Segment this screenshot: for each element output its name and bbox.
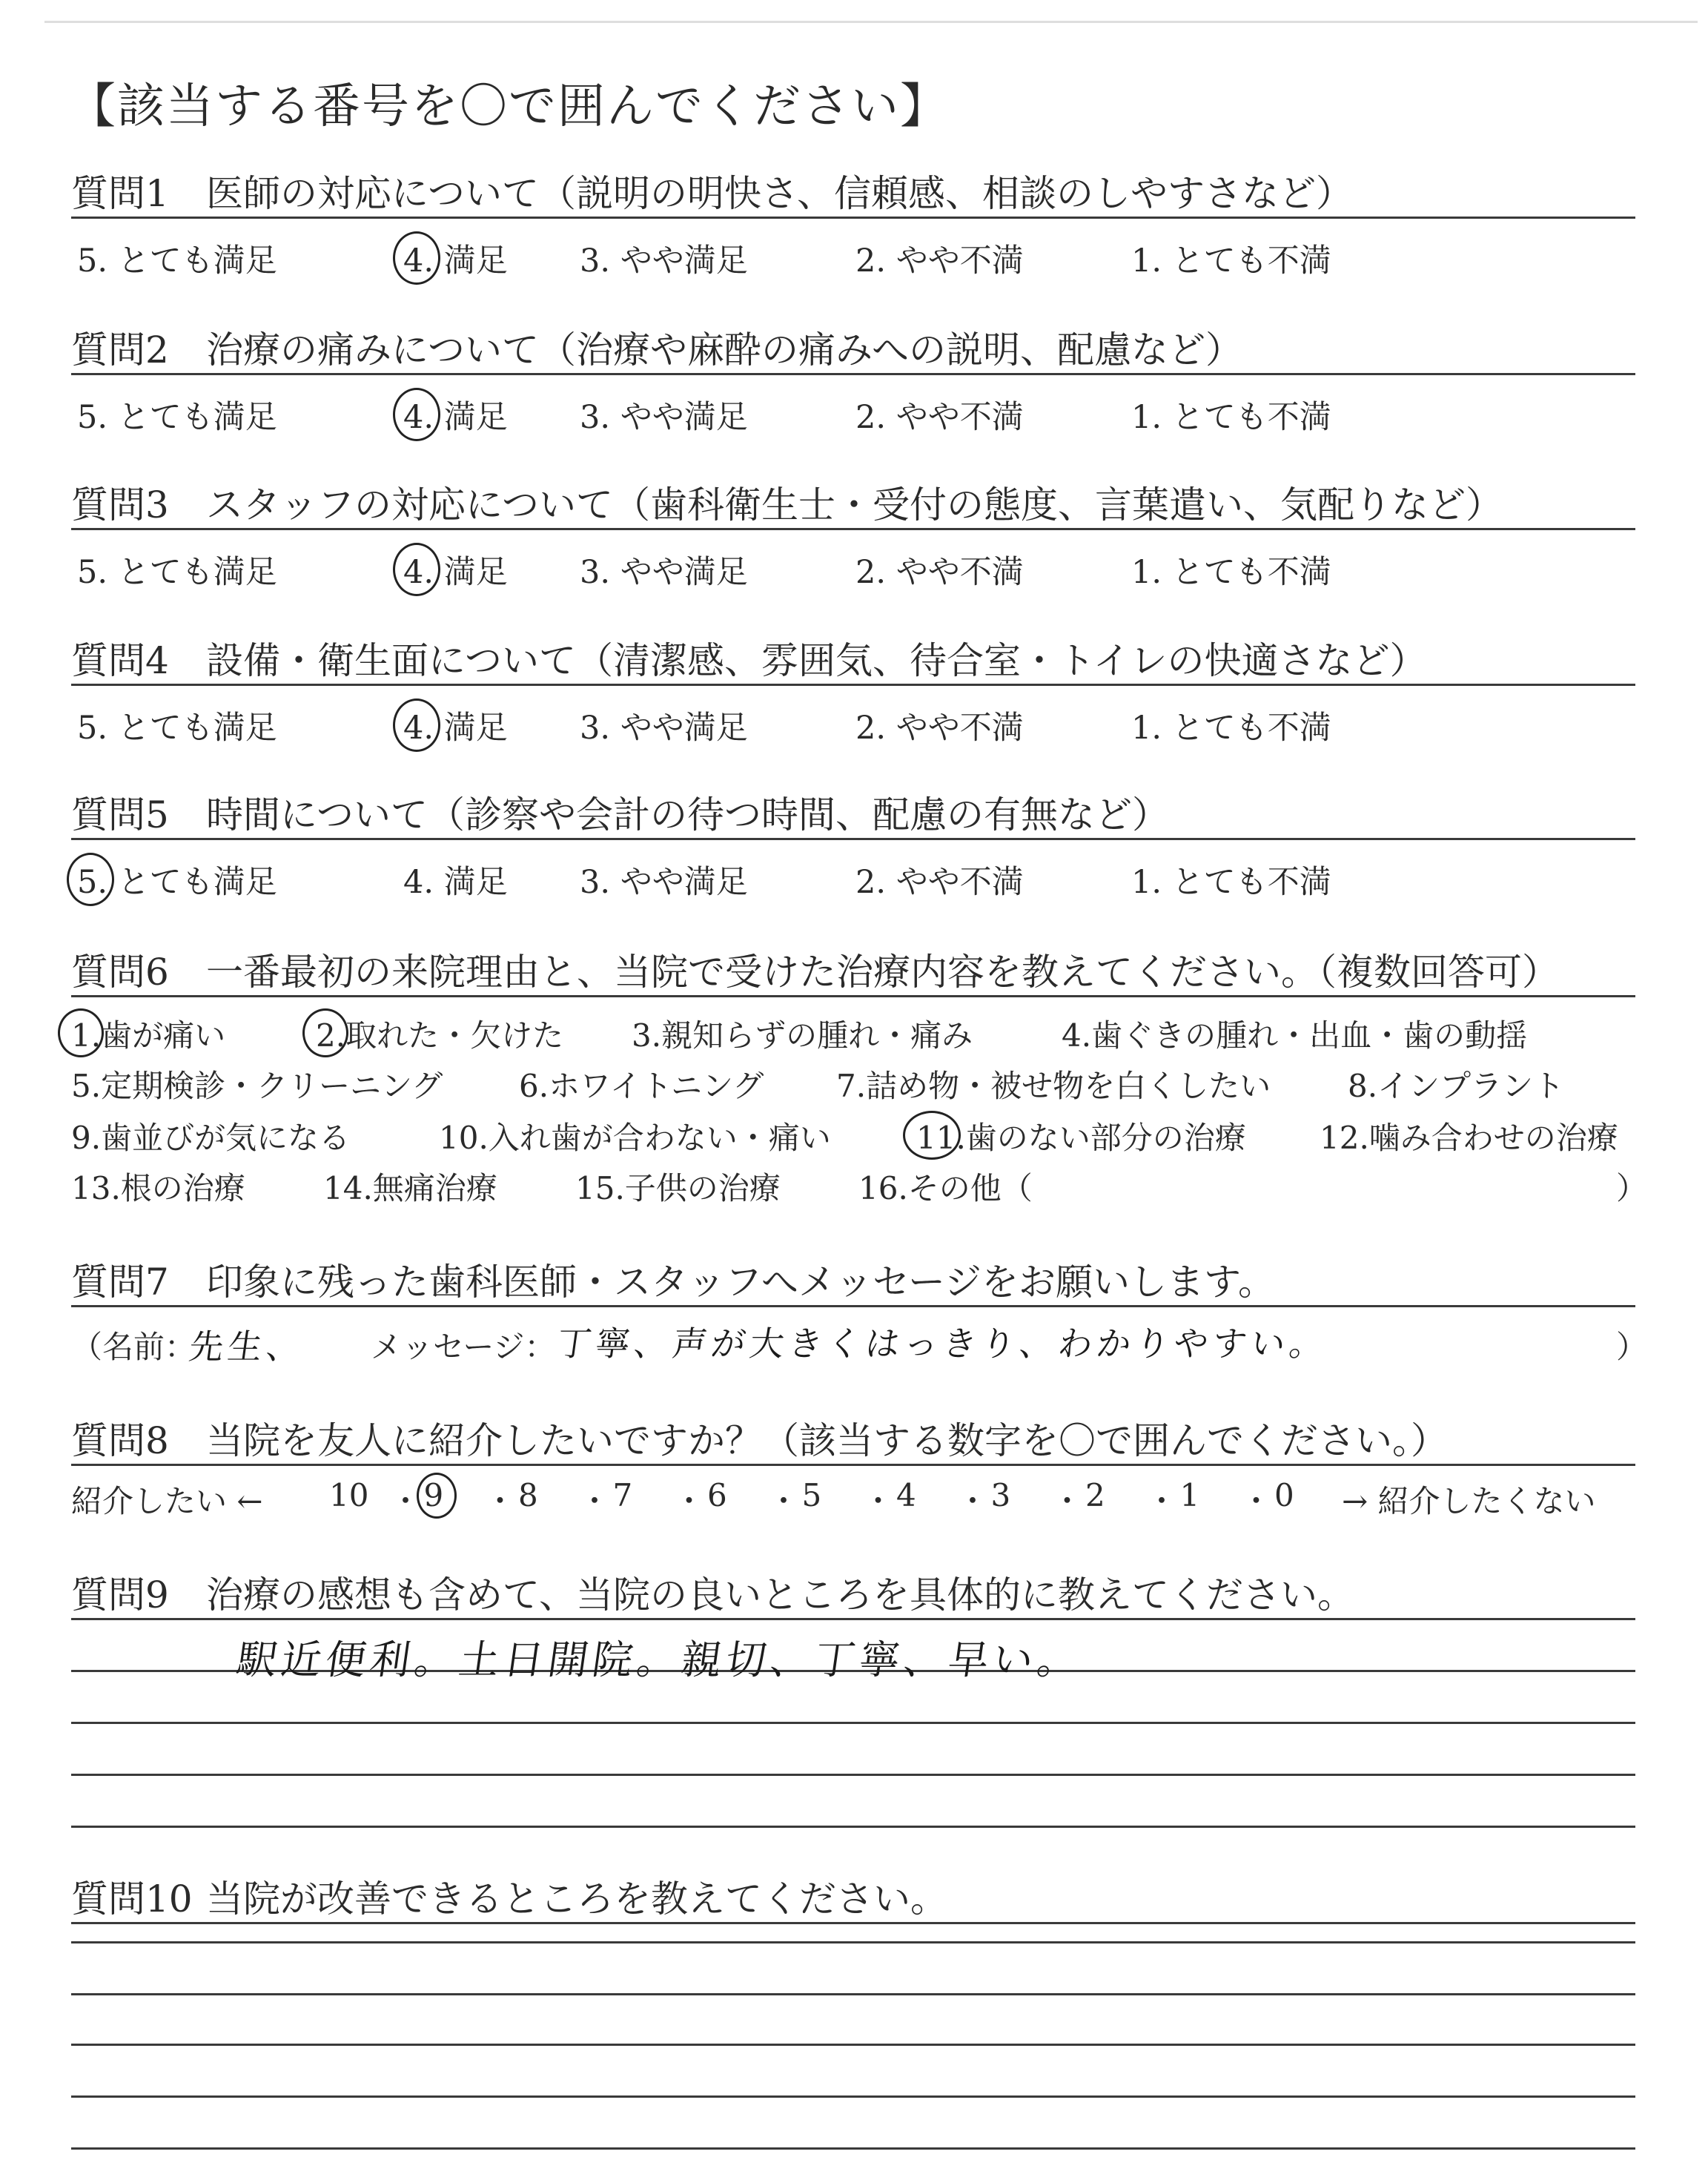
reason-option[interactable]: 5.定期検診・クリーニング (71, 1068, 443, 1104)
q10-title (71, 1877, 1635, 1924)
q2-number: 質問2 (71, 328, 169, 371)
reason-option[interactable]: 14.無痛治療 (323, 1170, 497, 1206)
rating-option[interactable]: 2. やや不満 (855, 864, 1024, 901)
answer-line (71, 1993, 1635, 1995)
rating-option[interactable]: 4. 満足 (403, 399, 508, 436)
answer-line (71, 2095, 1635, 2098)
rating-option[interactable]: 5. とても満足 (77, 710, 277, 747)
scale-value[interactable]: 10 (329, 1477, 369, 1513)
q6-question: 一番最初の来院理由と、当院で受けた治療内容を教えてください。（複数回答可） (206, 951, 1559, 994)
scale-dot: ・ (673, 1483, 705, 1519)
reason-option[interactable]: 16.その他（ (858, 1170, 1033, 1206)
rating-option[interactable]: 1. とても不満 (1131, 864, 1331, 901)
message-label: メッセージ： (371, 1329, 556, 1365)
rating-option[interactable]: 1. とても不満 (1131, 554, 1331, 591)
scale-dot: ・ (768, 1483, 800, 1519)
q4-selected-circle (393, 698, 440, 752)
scale-dot: ・ (390, 1483, 422, 1519)
q7-number: 質問7 (71, 1261, 169, 1304)
q9-number: 質問9 (71, 1573, 169, 1616)
q6-number: 質問6 (71, 951, 169, 994)
scale-value[interactable]: 3 (990, 1477, 1011, 1513)
q8-number: 質問8 (71, 1419, 169, 1462)
q5-title (71, 793, 1635, 840)
scale-dot: ・ (862, 1483, 894, 1519)
reason-option[interactable]: 7.詰め物・被せ物を白くしたい (836, 1068, 1271, 1104)
scale-value[interactable]: 0 (1274, 1477, 1294, 1513)
q2-title (71, 328, 1635, 375)
scale-value[interactable]: 1 (1179, 1477, 1200, 1513)
scale-dot: ・ (1146, 1483, 1178, 1519)
top-border (44, 21, 1698, 23)
q9-question: 治療の感想も含めて、当院の良いところを具体的に教えてください。 (206, 1573, 1354, 1616)
rating-option[interactable]: 5. とても満足 (77, 399, 277, 436)
name-value[interactable]: 先生、 (186, 1327, 308, 1367)
q7-title (71, 1261, 1635, 1307)
answer-line (71, 2147, 1635, 2150)
q5-selected-circle (67, 853, 114, 906)
answer-line (71, 1826, 1635, 1828)
q5-question: 時間について（診察や会計の待つ時間、配慮の有無など） (206, 793, 1169, 836)
rating-option[interactable]: 4. 満足 (403, 710, 508, 747)
reason-option[interactable]: 13.根の治療 (71, 1170, 245, 1206)
scale-dot: ・ (484, 1483, 516, 1519)
rating-option[interactable]: 2. やや不満 (855, 242, 1024, 280)
q4-number: 質問4 (71, 639, 169, 682)
q5-rating-row (71, 854, 1658, 899)
recommend-right-label: → 紹介したくない (1342, 1483, 1596, 1519)
scale-dot: ・ (579, 1483, 611, 1519)
reason-option[interactable]: 4.歯ぐきの腫れ・出血・歯の動揺 (1062, 1017, 1528, 1054)
q1-rating-row (71, 233, 1658, 280)
q6-selected-circle (58, 1008, 104, 1057)
reason-option[interactable]: 6.ホワイトニング (519, 1068, 764, 1104)
rating-option[interactable]: 2. やや不満 (855, 554, 1024, 591)
message-value[interactable]: 丁寧、声が大きくはっきり、わかりやすい。 (554, 1324, 1331, 1364)
q9-answer[interactable]: 駅近便利。土日開院。親切、丁寧、早い。 (234, 1636, 1085, 1683)
rating-option[interactable]: 1. とても不満 (1131, 399, 1331, 436)
answer-line (71, 1774, 1635, 1776)
q4-question: 設備・衛生面について（清潔感、雰囲気、待合室・トイレの快適さなど） (206, 639, 1427, 682)
rating-option[interactable]: 5. とても満足 (77, 242, 277, 280)
q8-question: 当院を友人に紹介したいですか？（該当する数字を〇で囲んでください。） (206, 1419, 1448, 1462)
rating-option[interactable]: 3. やや満足 (580, 710, 748, 747)
rating-option[interactable]: 5. とても満足 (77, 554, 277, 591)
q3-rating-row (71, 544, 1658, 589)
q9-title (71, 1573, 1635, 1620)
scale-value[interactable]: 2 (1085, 1477, 1105, 1513)
q10-question: 当院が改善できるところを教えてください。 (206, 1877, 947, 1920)
reason-option[interactable]: 9.歯並びが気になる (71, 1120, 351, 1156)
q2-selected-circle (393, 388, 440, 441)
reason-option[interactable]: 10.入れ歯が合わない・痛い (439, 1120, 831, 1156)
q4-title (71, 639, 1635, 686)
q7-question: 印象に残った歯科医師・スタッフへメッセージをお願いします。 (206, 1261, 1275, 1304)
reason-option[interactable]: 3.親知らずの腫れ・痛み (632, 1017, 973, 1054)
rating-option[interactable]: 2. やや不満 (855, 399, 1024, 436)
rating-option[interactable]: 5. とても満足 (77, 864, 277, 901)
reason-option[interactable]: 1.歯が痛い (71, 1017, 226, 1054)
rating-option[interactable]: 3. やや満足 (580, 399, 748, 436)
q6-selected-circle (903, 1111, 961, 1160)
q4-rating-row (71, 700, 1658, 747)
answer-line (71, 1941, 1635, 1943)
reason-option[interactable]: 8.インプラント (1348, 1068, 1565, 1104)
scale-value[interactable]: 7 (612, 1477, 633, 1513)
scale-dot: ・ (1240, 1483, 1272, 1519)
scale-value[interactable]: 5 (801, 1477, 822, 1513)
scale-value[interactable]: 9 (423, 1477, 444, 1513)
q3-number: 質問3 (71, 483, 169, 526)
other-close-paren: ） (1616, 1170, 1648, 1206)
reason-option[interactable]: 12.噛み合わせの治療 (1320, 1120, 1618, 1156)
recommend-left-label: 紹介したい ← (71, 1483, 263, 1519)
rating-option[interactable]: 3. やや満足 (580, 554, 748, 591)
answer-line (71, 2044, 1635, 2046)
q10-number: 質問10 (71, 1877, 193, 1920)
rating-option[interactable]: 2. やや不満 (855, 710, 1024, 747)
reason-option[interactable]: 11.歯のない部分の治療 (916, 1120, 1246, 1156)
scale-value[interactable]: 8 (518, 1477, 538, 1513)
q1-selected-circle (393, 231, 440, 285)
name-label: （名前： (71, 1329, 196, 1365)
scale-dot: ・ (957, 1483, 989, 1519)
scale-value[interactable]: 6 (707, 1477, 727, 1513)
rating-option[interactable]: 4. 満足 (403, 864, 508, 901)
q2-rating-row (71, 389, 1658, 434)
q5-number: 質問5 (71, 793, 169, 836)
q3-selected-circle (393, 543, 440, 596)
page-title: 【該当する番号を〇で囲んでください】 (68, 79, 949, 134)
scale-value[interactable]: 4 (896, 1477, 916, 1513)
rating-option[interactable]: 4. 満足 (403, 242, 508, 280)
q1-title (71, 172, 1635, 219)
answer-line (71, 1722, 1635, 1724)
q3-title (71, 483, 1635, 530)
rating-option[interactable]: 3. やや満足 (580, 242, 748, 280)
q6-title (71, 951, 1635, 997)
q2-question: 治療の痛みについて（治療や麻酔の痛みへの説明、配慮など） (206, 328, 1242, 371)
reason-option[interactable]: 2.取れた・欠けた (316, 1017, 564, 1054)
reason-option[interactable]: 15.子供の治療 (575, 1170, 781, 1206)
rating-option[interactable]: 1. とても不満 (1131, 242, 1331, 280)
q6-selected-circle (302, 1008, 348, 1057)
q8-title (71, 1419, 1635, 1466)
rating-option[interactable]: 4. 満足 (403, 554, 508, 591)
scale-dot: ・ (1051, 1483, 1083, 1519)
q1-question: 医師の対応について（説明の明快さ、信頼感、相談のしやすさなど） (206, 172, 1353, 215)
rating-option[interactable]: 1. とても不満 (1131, 710, 1331, 747)
q8-selected-circle (417, 1473, 457, 1519)
rating-option[interactable]: 3. やや満足 (580, 864, 748, 901)
q3-question: スタッフの対応について（歯科衛生士・受付の態度、言葉遣い、気配りなど） (206, 483, 1503, 526)
q1-number: 質問1 (71, 172, 169, 215)
message-close-paren: ） (1616, 1329, 1648, 1365)
